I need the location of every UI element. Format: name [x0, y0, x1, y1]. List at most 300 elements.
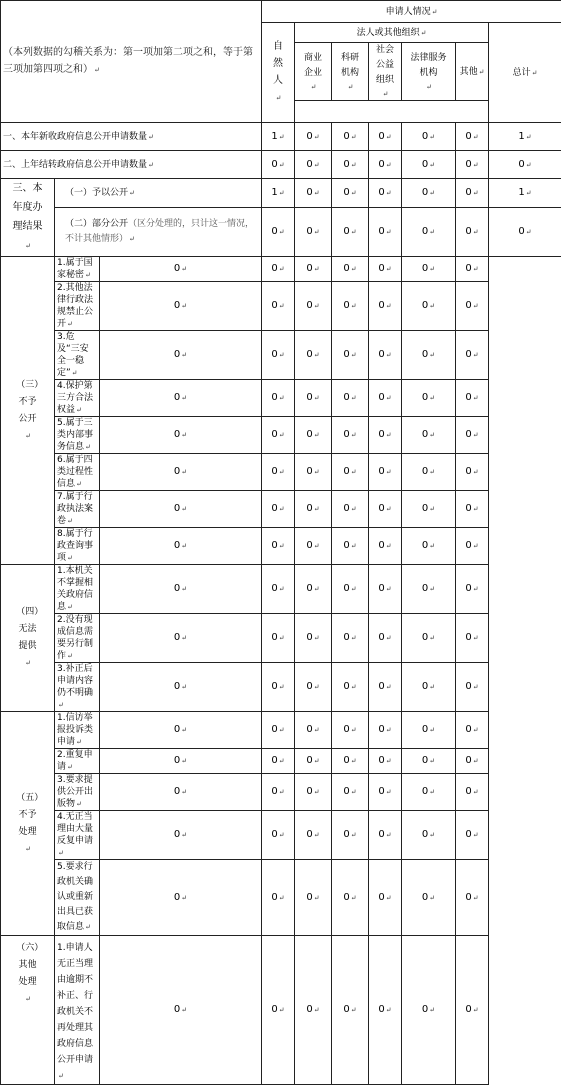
paragraph-mark: ↵	[314, 265, 320, 273]
table-cell: 0↵	[295, 454, 332, 491]
table-row	[1, 208, 561, 257]
paragraph-mark: ↵	[76, 406, 82, 414]
paragraph-mark: ↵	[386, 302, 392, 310]
table-cell: 0↵	[369, 123, 402, 151]
table-cell: 0↵	[100, 454, 262, 491]
table-row	[1, 454, 561, 491]
table-cell: 0↵	[332, 860, 369, 936]
paragraph-mark: ↵	[351, 228, 357, 236]
paragraph-mark: ↵	[473, 431, 479, 439]
table-cell: 0↵	[295, 663, 332, 712]
table-cell: 0↵	[332, 811, 369, 860]
paragraph-mark: ↵	[351, 189, 357, 197]
paragraph-mark: ↵	[72, 369, 78, 377]
paragraph-mark: ↵	[351, 302, 357, 310]
table-cell: 2.其他法律行政法规禁止公开↵	[55, 282, 100, 331]
paragraph-mark: ↵	[473, 542, 479, 550]
table-cell: 0↵	[332, 614, 369, 663]
paragraph-mark: ↵	[279, 228, 285, 236]
group-label: （四）无法提供 ↵	[1, 565, 55, 712]
table-cell: 0↵	[100, 936, 262, 1085]
table-row	[1, 380, 561, 417]
paragraph-mark: ↵	[279, 265, 285, 273]
table-cell: 0↵	[369, 663, 402, 712]
table-cell: 0↵	[489, 151, 561, 179]
paragraph-mark: ↵	[386, 468, 392, 476]
paragraph-mark: ↵	[386, 894, 392, 902]
paragraph-mark: ↵	[386, 161, 392, 169]
table-cell: 0↵	[332, 282, 369, 331]
table-cell: 0↵	[262, 417, 295, 454]
paragraph-mark: ↵	[429, 683, 435, 691]
paragraph-mark: ↵	[473, 351, 479, 359]
paragraph-mark: ↵	[421, 29, 427, 37]
table-cell: 0↵	[369, 151, 402, 179]
table-cell: 0↵	[100, 811, 262, 860]
table-cell: 0↵	[262, 936, 295, 1085]
paragraph-mark: ↵	[85, 271, 91, 279]
paragraph-mark: ↵	[181, 265, 187, 273]
paragraph-mark: ↵	[351, 634, 357, 642]
paragraph-mark: ↵	[67, 320, 73, 328]
table-row	[1, 179, 561, 208]
table-cell: 0↵	[402, 774, 456, 811]
paragraph-mark: ↵	[314, 431, 320, 439]
table-cell: 0↵	[456, 282, 489, 331]
table-cell: 0↵	[369, 282, 402, 331]
paragraph-mark: ↵	[429, 505, 435, 513]
paragraph-mark: ↵	[386, 1006, 392, 1014]
paragraph-mark: ↵	[314, 757, 320, 765]
paragraph-mark: ↵	[314, 1006, 320, 1014]
group-not-processed	[1, 712, 561, 936]
table-cell: 0↵	[100, 528, 262, 565]
paragraph-mark: ↵	[311, 83, 317, 91]
paragraph-mark: ↵	[76, 480, 82, 488]
paragraph-mark: ↵	[429, 265, 435, 273]
paragraph-mark: ↵	[429, 1006, 435, 1014]
paragraph-mark: ↵	[473, 683, 479, 691]
table-row	[1, 151, 561, 179]
table-cell: 3.要求提供公开出版物↵	[55, 774, 100, 811]
table-cell: 0↵	[369, 331, 402, 380]
table-row	[1, 417, 561, 454]
paragraph-mark: ↵	[279, 1006, 285, 1014]
table-cell: 0↵	[100, 565, 262, 614]
table-cell: 0↵	[332, 454, 369, 491]
row-label: （一）予以公开↵	[55, 179, 262, 208]
header-applicant-situation: 申请人情况↵	[262, 1, 561, 23]
table-row	[1, 860, 561, 936]
paragraph-mark: ↵	[473, 394, 479, 402]
table-cell: 0↵	[369, 774, 402, 811]
table-cell: 0↵	[456, 208, 489, 257]
paragraph-mark: ↵	[351, 542, 357, 550]
paragraph-mark: ↵	[314, 542, 320, 550]
table-cell: 0↵	[456, 749, 489, 774]
paragraph-mark: ↵	[473, 265, 479, 273]
table-cell: 0↵	[295, 208, 332, 257]
paragraph-mark: ↵	[429, 634, 435, 642]
paragraph-mark: ↵	[429, 542, 435, 550]
paragraph-mark: ↵	[429, 831, 435, 839]
table-cell: 4.无正当理由大量反复申请↵	[55, 811, 100, 860]
paragraph-mark: ↵	[386, 788, 392, 796]
paragraph-mark: ↵	[351, 894, 357, 902]
table-cell: 0↵	[262, 151, 295, 179]
table-cell: 0↵	[100, 774, 262, 811]
table-cell: 0↵	[456, 151, 489, 179]
table-cell: 0↵	[100, 491, 262, 528]
paragraph-mark: ↵	[279, 726, 285, 734]
table-cell: 3.补正后申请内容仍不明确↵	[55, 663, 100, 712]
paragraph-mark: ↵	[479, 68, 485, 76]
table-cell: 0↵	[262, 811, 295, 860]
table-cell: 0↵	[456, 811, 489, 860]
header-legal-or-other-org: 法人或其他组织↵	[295, 23, 489, 43]
table-row	[1, 123, 561, 151]
table-cell: 0↵	[262, 565, 295, 614]
table-cell: 1↵	[489, 123, 561, 151]
paragraph-mark: ↵	[279, 133, 285, 141]
note-cell	[1, 1, 262, 123]
table-cell: 2.没有现成信息需要另行制作↵	[55, 614, 100, 663]
table-cell: 0↵	[295, 380, 332, 417]
paragraph-mark: ↵	[314, 161, 320, 169]
paragraph-mark: ↵	[25, 659, 31, 667]
table-cell: 0↵	[295, 123, 332, 151]
table-cell: 0↵	[332, 749, 369, 774]
table-cell: 4.保护第三方合法权益↵	[55, 380, 100, 417]
paragraph-mark: ↵	[429, 894, 435, 902]
paragraph-mark: ↵	[386, 542, 392, 550]
paragraph-mark: ↵	[85, 443, 91, 451]
table-row	[1, 749, 561, 774]
table-cell: 0↵	[295, 860, 332, 936]
paragraph-mark: ↵	[526, 189, 532, 197]
paragraph-mark: ↵	[348, 83, 354, 91]
header-research-institution: 科研机构 ↵	[332, 43, 369, 101]
group-not-disclosed	[1, 257, 561, 565]
table-cell: 0↵	[369, 417, 402, 454]
paragraph-mark: ↵	[279, 505, 285, 513]
paragraph-mark: ↵	[386, 228, 392, 236]
row-label: 二、上年结转政府信息公开申请数量↵	[1, 151, 262, 179]
table-cell: 0↵	[295, 528, 332, 565]
group-unable-to-provide	[1, 565, 561, 712]
table-cell: 0↵	[402, 614, 456, 663]
paragraph-mark: ↵	[473, 726, 479, 734]
paragraph-mark: ↵	[94, 66, 100, 74]
paragraph-mark: ↵	[429, 161, 435, 169]
paragraph-mark: ↵	[314, 133, 320, 141]
paragraph-mark: ↵	[279, 634, 285, 642]
paragraph-mark: ↵	[429, 585, 435, 593]
table-cell: 0↵	[100, 417, 262, 454]
paragraph-mark: ↵	[386, 831, 392, 839]
table-cell: 0↵	[369, 179, 402, 208]
table-cell: 0↵	[456, 614, 489, 663]
paragraph-mark: ↵	[181, 394, 187, 402]
table-row	[1, 528, 561, 565]
table-cell: 0↵	[100, 331, 262, 380]
paragraph-mark: ↵	[76, 800, 82, 808]
paragraph-mark: ↵	[181, 431, 187, 439]
table-cell: 0↵	[262, 331, 295, 380]
paragraph-mark: ↵	[279, 585, 285, 593]
table-cell: 0↵	[262, 860, 295, 936]
paragraph-mark: ↵	[429, 302, 435, 310]
table-cell: 0↵	[295, 614, 332, 663]
note-text: （本列数据的勾稽关系为：第一项加第二项之和，等于第三项加第四项之和）	[3, 47, 253, 75]
paragraph-mark: ↵	[351, 468, 357, 476]
header-social-welfare-org: 社会公益组织 ↵	[369, 43, 402, 101]
table-cell: 0↵	[456, 417, 489, 454]
paragraph-mark: ↵	[532, 69, 538, 77]
paragraph-mark: ↵	[76, 738, 82, 746]
table-cell: 0↵	[295, 712, 332, 749]
table-cell: 0↵	[332, 123, 369, 151]
paragraph-mark: ↵	[426, 83, 432, 91]
paragraph-mark: ↵	[429, 726, 435, 734]
paragraph-mark: ↵	[25, 995, 31, 1003]
table-cell: 0↵	[332, 936, 369, 1085]
paragraph-mark: ↵	[314, 585, 320, 593]
table-cell: 0↵	[332, 528, 369, 565]
table-cell: 0↵	[295, 151, 332, 179]
paragraph-mark: ↵	[473, 831, 479, 839]
table-cell: 0↵	[262, 528, 295, 565]
table-row	[1, 282, 561, 331]
table-cell: 0↵	[456, 860, 489, 936]
table-row	[1, 614, 561, 663]
table-cell: 0↵	[100, 282, 262, 331]
paragraph-mark: ↵	[314, 634, 320, 642]
paragraph-mark: ↵	[429, 351, 435, 359]
table-row	[1, 811, 561, 860]
paragraph-mark: ↵	[67, 517, 73, 525]
table-cell: 0↵	[332, 380, 369, 417]
table-cell: 0↵	[369, 380, 402, 417]
table-cell: 0↵	[402, 417, 456, 454]
paragraph-mark: ↵	[181, 757, 187, 765]
paragraph-mark: ↵	[279, 161, 285, 169]
paragraph-mark: ↵	[314, 302, 320, 310]
table-cell: 0↵	[402, 331, 456, 380]
table-cell: 1↵	[262, 179, 295, 208]
table-cell: 0↵	[369, 811, 402, 860]
table-cell: 0↵	[402, 936, 456, 1085]
row-label: 一、本年新收政府信息公开申请数量↵	[1, 123, 262, 151]
paragraph-mark: ↵	[129, 235, 135, 243]
paragraph-mark: ↵	[386, 505, 392, 513]
paragraph-mark: ↵	[67, 603, 73, 611]
table-cell: 0↵	[100, 614, 262, 663]
table-cell: 0↵	[262, 749, 295, 774]
table-cell: 0↵	[295, 331, 332, 380]
table-cell: 0↵	[369, 528, 402, 565]
table-cell: 0↵	[456, 936, 489, 1085]
table-cell: 0↵	[402, 282, 456, 331]
header-natural-person: 自然人 ↵	[262, 23, 295, 123]
paragraph-mark: ↵	[526, 228, 532, 236]
paragraph-mark: ↵	[314, 831, 320, 839]
table-cell: 0↵	[456, 257, 489, 282]
table-cell: 6.属于四类过程性信息↵	[55, 454, 100, 491]
paragraph-mark: ↵	[473, 585, 479, 593]
paragraph-mark: ↵	[279, 894, 285, 902]
paragraph-mark: ↵	[473, 505, 479, 513]
paragraph-mark: ↵	[314, 228, 320, 236]
paragraph-mark: ↵	[473, 634, 479, 642]
table-cell: 0↵	[295, 811, 332, 860]
table-cell: 0↵	[262, 380, 295, 417]
paragraph-mark: ↵	[129, 189, 135, 197]
paragraph-mark: ↵	[279, 351, 285, 359]
table-cell: 0↵	[402, 257, 456, 282]
table-cell: 0↵	[402, 811, 456, 860]
table-cell: 0↵	[369, 257, 402, 282]
table-cell: 1.属于国家秘密↵	[55, 257, 100, 282]
table-cell: 2.重复申请↵	[55, 749, 100, 774]
paragraph-mark: ↵	[314, 894, 320, 902]
table-cell: 0↵	[332, 565, 369, 614]
table-cell: 3.危及“三安全一稳定”↵	[55, 331, 100, 380]
table-cell: 0↵	[402, 123, 456, 151]
table-cell: 0↵	[332, 179, 369, 208]
table-cell: 0↵	[402, 380, 456, 417]
table-cell: 0↵	[262, 774, 295, 811]
table-cell: 0↵	[100, 749, 262, 774]
paragraph-mark: ↵	[473, 228, 479, 236]
paragraph-mark: ↵	[279, 431, 285, 439]
paragraph-mark: ↵	[279, 683, 285, 691]
paragraph-mark: ↵	[473, 189, 479, 197]
table-cell: 0↵	[262, 208, 295, 257]
paragraph-mark: ↵	[386, 265, 392, 273]
paragraph-mark: ↵	[181, 788, 187, 796]
paragraph-mark: ↵	[351, 831, 357, 839]
paragraph-mark: ↵	[386, 394, 392, 402]
table-cell: 0↵	[295, 774, 332, 811]
paragraph-mark: ↵	[526, 133, 532, 141]
table-cell: 1↵	[489, 179, 561, 208]
header-total: 总计↵	[489, 23, 561, 123]
paragraph-mark: ↵	[429, 788, 435, 796]
table-cell: 0↵	[100, 257, 262, 282]
paragraph-mark: ↵	[473, 1006, 479, 1014]
group-label: （三）不予公开 ↵	[1, 257, 55, 565]
paragraph-mark: ↵	[432, 8, 438, 16]
paragraph-mark: ↵	[279, 189, 285, 197]
paragraph-mark: ↵	[314, 189, 320, 197]
paragraph-mark: ↵	[148, 161, 154, 169]
paragraph-mark: ↵	[351, 585, 357, 593]
paragraph-mark: ↵	[473, 302, 479, 310]
table-row	[1, 257, 561, 282]
table-cell: 0↵	[332, 663, 369, 712]
table-cell: 0↵	[456, 712, 489, 749]
paragraph-mark: ↵	[473, 788, 479, 796]
table-row	[1, 774, 561, 811]
paragraph-mark: ↵	[67, 652, 73, 660]
paragraph-mark: ↵	[25, 845, 31, 853]
table-cell: 0↵	[402, 712, 456, 749]
table-cell: 0↵	[456, 179, 489, 208]
table-row	[1, 712, 561, 749]
paragraph-mark: ↵	[386, 726, 392, 734]
paragraph-mark: ↵	[386, 634, 392, 642]
paragraph-mark: ↵	[181, 726, 187, 734]
table-cell: 0↵	[100, 860, 262, 936]
group-label: （六）其他处理 ↵	[1, 936, 55, 1085]
paragraph-mark: ↵	[386, 133, 392, 141]
table-cell: 0↵	[332, 331, 369, 380]
table-cell: 0↵	[369, 936, 402, 1085]
table-cell: 8.属于行政查询事项↵	[55, 528, 100, 565]
paragraph-mark: ↵	[276, 94, 282, 102]
table-cell: 0↵	[295, 936, 332, 1085]
table-cell: 0↵	[262, 712, 295, 749]
table-cell: 0↵	[100, 712, 262, 749]
table-cell: 0↵	[456, 380, 489, 417]
paragraph-mark: ↵	[473, 161, 479, 169]
table-cell: 0↵	[332, 491, 369, 528]
group-label: （五）不予处理 ↵	[1, 712, 55, 936]
table-cell: 0↵	[402, 454, 456, 491]
section3-label: 三、本年度办理结果 ↵	[1, 179, 55, 257]
table-cell: 1.申请人无正当理由逾期不补正、行政机关不再处理其政府信息公开申请↵	[55, 936, 100, 1085]
paragraph-mark: ↵	[181, 302, 187, 310]
table-cell: 5.属于三类内部事务信息↵	[55, 417, 100, 454]
table-cell: 0↵	[262, 257, 295, 282]
paragraph-mark: ↵	[181, 894, 187, 902]
paragraph-mark: ↵	[473, 894, 479, 902]
table-cell: 0↵	[295, 565, 332, 614]
table-cell: 0↵	[295, 257, 332, 282]
table-cell: 0↵	[295, 491, 332, 528]
table-cell: 0↵	[402, 565, 456, 614]
header-legal-service-org: 法律服务机构 ↵	[402, 43, 456, 101]
group-other-processing	[1, 936, 561, 1085]
paragraph-mark: ↵	[85, 923, 91, 931]
table-cell: 0↵	[369, 614, 402, 663]
table-cell: 0↵	[100, 380, 262, 417]
paragraph-mark: ↵	[351, 505, 357, 513]
table-row	[1, 663, 561, 712]
table-cell: 0↵	[295, 282, 332, 331]
paragraph-mark: ↵	[386, 351, 392, 359]
table-cell: 0↵	[369, 208, 402, 257]
paragraph-mark: ↵	[279, 757, 285, 765]
paragraph-mark: ↵	[386, 585, 392, 593]
paragraph-mark: ↵	[351, 133, 357, 141]
paragraph-mark: ↵	[181, 351, 187, 359]
paragraph-mark: ↵	[181, 683, 187, 691]
table-cell: 0↵	[369, 491, 402, 528]
table-cell: 0↵	[489, 208, 561, 257]
table-cell: 0↵	[295, 749, 332, 774]
table-cell: 0↵	[369, 454, 402, 491]
table-cell: 0↵	[456, 663, 489, 712]
paragraph-mark: ↵	[386, 683, 392, 691]
table-row	[1, 491, 561, 528]
paragraph-mark: ↵	[429, 228, 435, 236]
table-cell: 0↵	[369, 712, 402, 749]
paragraph-mark: ↵	[351, 431, 357, 439]
table-cell: 0↵	[402, 491, 456, 528]
paragraph-mark: ↵	[67, 763, 73, 771]
